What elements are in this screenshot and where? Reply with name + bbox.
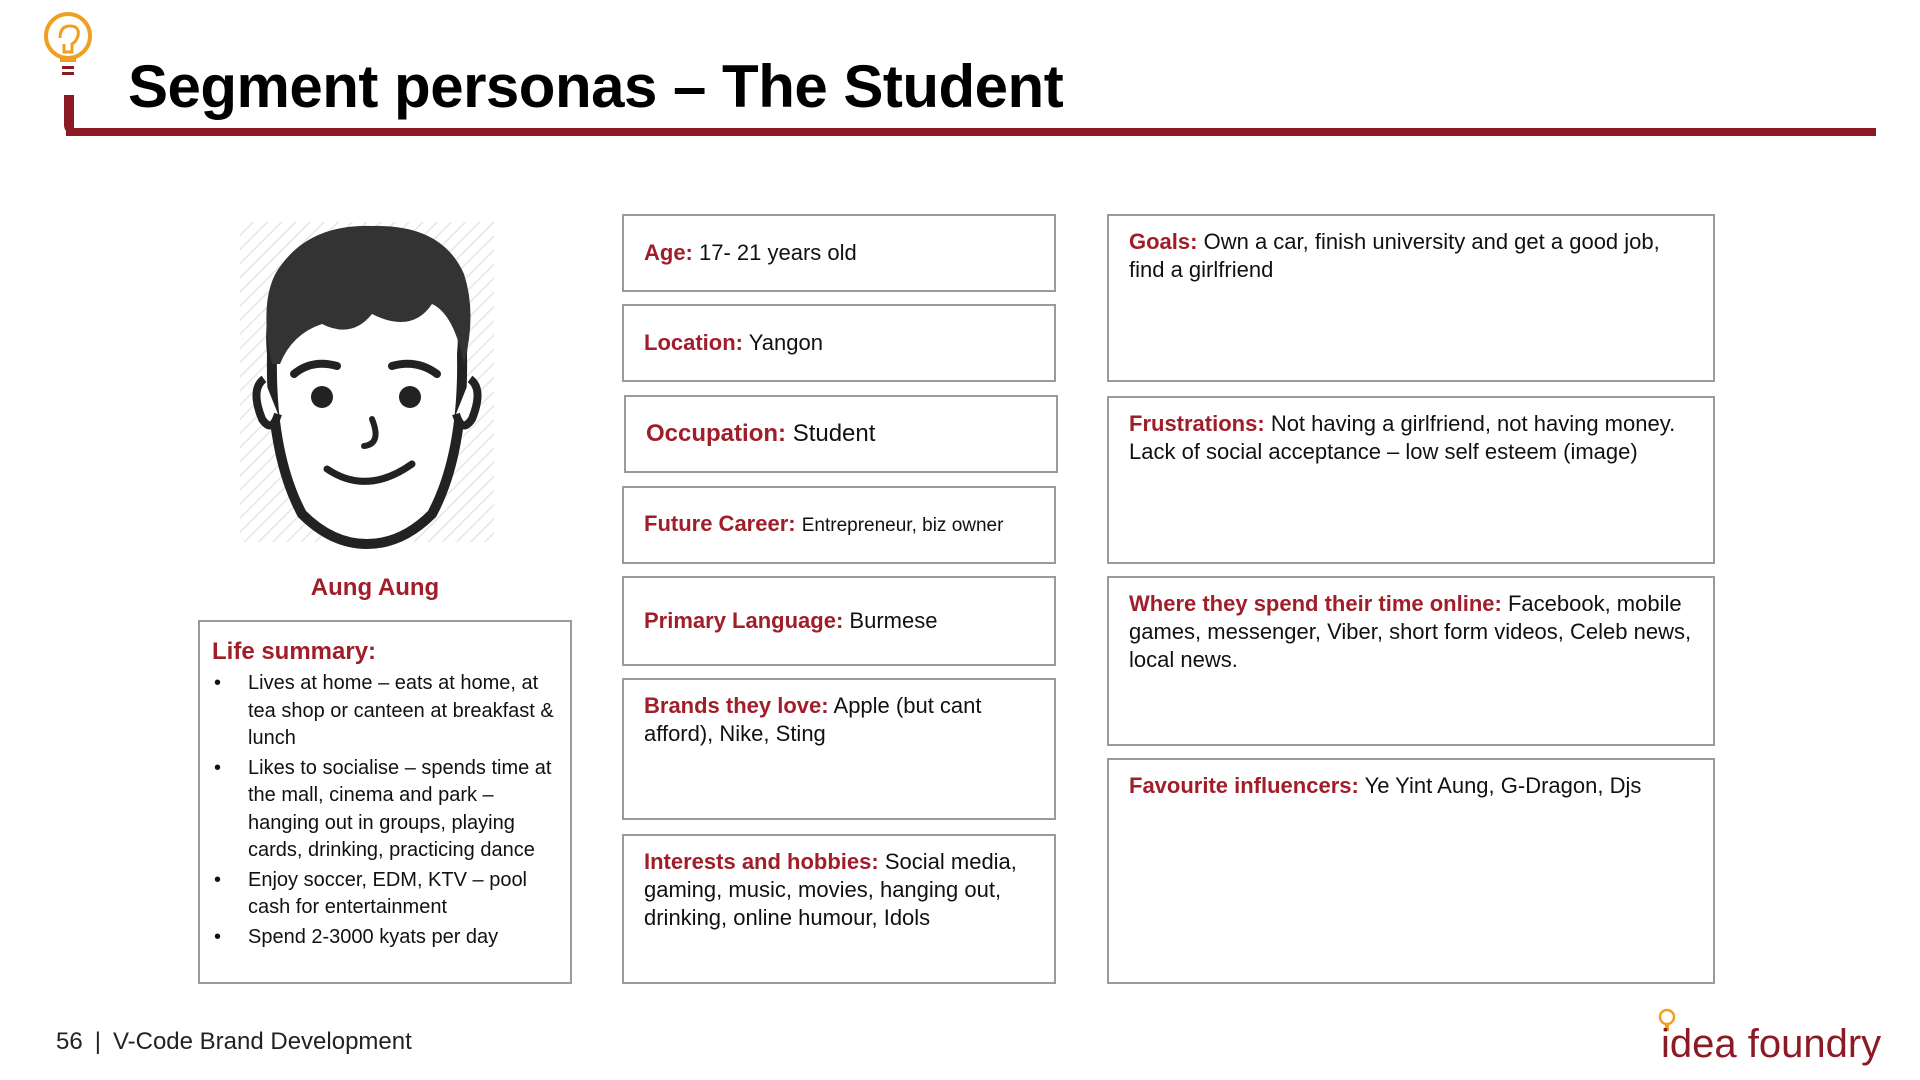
brands-value: Apple (but cant afford), Nike, Sting: [644, 693, 982, 746]
age-box: [622, 214, 1056, 292]
age-value: 17- 21 years old: [699, 240, 857, 265]
page-title: Segment personas – The Student: [128, 53, 1064, 120]
brands-box: [622, 678, 1056, 820]
idea-foundry-logo: [1655, 1005, 1885, 1075]
online-value: Facebook, mobile games, messenger, Viber, short form videos, Celeb news, local news.: [1129, 591, 1692, 672]
primary-language-value: Burmese: [849, 608, 938, 633]
occupation-label: Occupation:: [646, 420, 787, 447]
header-rule: [66, 128, 1876, 136]
life-summary-box: [198, 620, 572, 984]
frustrations-label: Frustrations:: [1129, 411, 1265, 436]
lightbulb-logo-icon: [40, 8, 100, 98]
interests-value: Social media, gaming, music, movies, hanging out, drinking, online humour, Idols: [644, 849, 1017, 930]
brand-logo-text: idea foundry: [1661, 1022, 1882, 1066]
primary-language-label: Primary Language:: [644, 608, 844, 633]
interests-box: [622, 834, 1056, 984]
interests-label: Interests and hobbies:: [644, 849, 879, 874]
age-label: Age:: [644, 240, 693, 265]
influencers-value: Ye Yint Aung, G-Dragon, Djs: [1364, 773, 1642, 798]
list-item: • Enjoy soccer, EDM, KTV – pool cash for entertainment: [212, 867, 558, 922]
future-career-box: [622, 486, 1056, 564]
list-item: • Likes to socialise – spends time at the mall, cinema and park – hanging out in groups, playing cards, drinking, practicing dance: [212, 755, 558, 865]
footer-text: V-Code Brand Development: [112, 1028, 412, 1055]
location-box: [622, 304, 1056, 382]
footer-separator: |: [94, 1028, 101, 1055]
goals-value: Own a car, finish university and get a good job, find a girlfriend: [1129, 229, 1660, 282]
future-career-label: Future Career:: [644, 511, 796, 536]
occupation-box: [624, 395, 1058, 473]
persona-name: Aung Aung: [310, 574, 440, 601]
influencers-label: Favourite influencers:: [1129, 773, 1359, 798]
list-item: • Lives at home – eats at home, at tea shop or canteen at breakfast & lunch: [212, 670, 558, 753]
primary-language-box: [622, 576, 1056, 666]
persona-avatar-icon: [232, 214, 502, 550]
goals-label: Goals:: [1129, 229, 1198, 254]
page-number: 56: [56, 1028, 83, 1055]
footer: [56, 1028, 412, 1056]
frustrations-value: Not having a girlfriend, not having money. Lack of social acceptance – low self esteem (image): [1129, 411, 1676, 464]
occupation-value: Student: [792, 420, 876, 447]
influencers-box: [1107, 758, 1715, 984]
future-career-value: Entrepreneur, biz owner: [801, 515, 1004, 536]
list-item: • Spend 2-3000 kyats per day: [212, 924, 558, 952]
goals-box: [1107, 214, 1715, 382]
location-value: Yangon: [748, 330, 823, 355]
life-summary-label: Life summary:: [212, 638, 377, 665]
brands-label: Brands they love:: [644, 693, 829, 718]
location-label: Location:: [644, 330, 743, 355]
online-box: [1107, 576, 1715, 746]
life-summary-list: [212, 670, 558, 951]
online-label: Where they spend their time online:: [1129, 591, 1502, 616]
frustrations-box: [1107, 396, 1715, 564]
